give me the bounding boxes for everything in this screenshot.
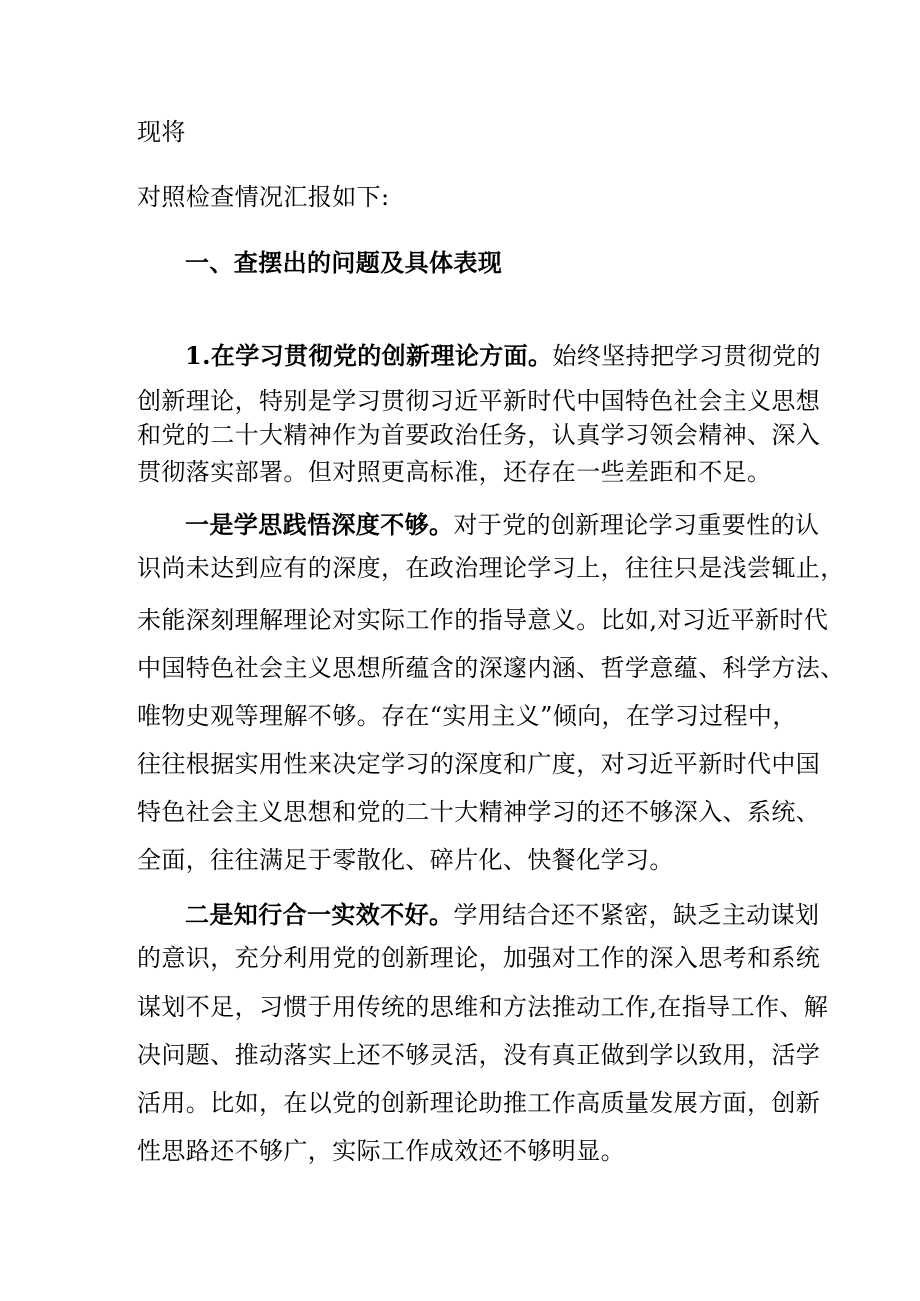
point1-first-line bbox=[185, 509, 819, 541]
point1-line: 往往根据实用性来决定学习的深度和广度，对习近平新时代中国 bbox=[137, 750, 821, 778]
item1-heading: 1.在学习贯彻党的创新理论方面。 bbox=[185, 341, 553, 370]
item1-line: 始终坚持把学习贯彻党的 bbox=[552, 342, 821, 370]
intro-line-1: 现将 bbox=[137, 118, 186, 146]
point2-line: 活用。比如，在以党的创新理论助推工作高质量发展方面，创新 bbox=[137, 1089, 821, 1117]
point2-line: 谋划不足，习惯于用传统的思维和方法推动工作,在指导工作、解 bbox=[137, 993, 829, 1021]
item1-first-line bbox=[185, 340, 821, 372]
point2-line: 学用结合还不紧密，缺乏主动谋划 bbox=[453, 901, 820, 929]
point2-line: 决问题、推动落实上还不够灵活，没有真正做到学以致用，活学 bbox=[137, 1041, 821, 1069]
point1-line: 中国特色社会主义思想所蕴含的深邃内涵、哲学意蕴、科学方法、 bbox=[137, 654, 845, 682]
point1-line: 识尚未达到应有的深度，在政治理论学习上，往往只是浅尝辄止， bbox=[137, 554, 845, 582]
point1-line: 对于党的创新理论学习重要性的认 bbox=[453, 511, 820, 539]
item1-line: 创新理论，特别是学习贯彻习近平新时代中国特色社会主义思想 bbox=[137, 387, 821, 415]
point1-line: 唯物史观等理解不够。存在“实用主义”倾向，在学习过程中， bbox=[137, 702, 797, 730]
intro-line-2: 对照检查情况汇报如下: bbox=[137, 183, 390, 211]
point2-heading: 二是知行合一实效不好。 bbox=[185, 900, 454, 929]
point2-first-line bbox=[185, 899, 819, 931]
point1-heading: 一是学思践悟深度不够。 bbox=[185, 510, 454, 539]
point2-line: 性思路还不够广，实际工作成效还不够明显。 bbox=[137, 1137, 625, 1165]
section-heading: 一、查摆出的问题及具体表现 bbox=[185, 248, 503, 277]
point1-line: 特色社会主义思想和党的二十大精神学习的还不够深入、系统、 bbox=[137, 798, 821, 826]
point1-line: 未能深刻理解理论对实际工作的指导意义。比如,对习近平新时代 bbox=[137, 606, 829, 634]
item1-line: 和党的二十大精神作为首要政治任务，认真学习领会精神、深入 bbox=[137, 421, 821, 449]
point1-line: 全面，往往满足于零散化、碎片化、快餐化学习。 bbox=[137, 846, 674, 874]
item1-line: 贯彻落实部署。但对照更高标准，还存在一些差距和不足。 bbox=[137, 458, 772, 486]
point2-line: 的意识，充分利用党的创新理论，加强对工作的深入思考和系统 bbox=[137, 944, 821, 972]
